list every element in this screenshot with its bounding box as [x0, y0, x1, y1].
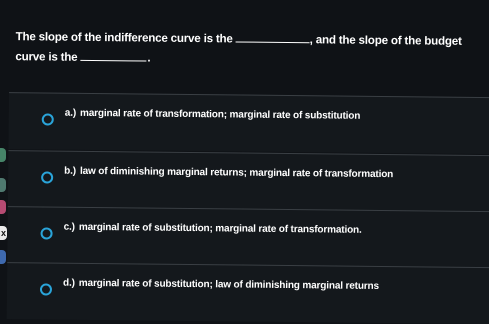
option-text: marginal rate of substitution; marginal rate of transformation. — [78, 221, 362, 236]
option-letter: c.) — [63, 221, 75, 233]
radio-button-icon[interactable] — [42, 113, 54, 125]
option-text: marginal rate of transformation; marginal rate of substitution — [79, 107, 361, 122]
dock-close-icon[interactable]: x — [0, 226, 7, 240]
answer-blank-2 — [80, 49, 146, 62]
dock-app-icon[interactable] — [0, 250, 6, 264]
dock-app-icon[interactable] — [0, 148, 6, 162]
option-letter: d.) — [62, 277, 75, 289]
radio-button-icon[interactable] — [40, 283, 52, 295]
answer-option-a[interactable] — [8, 92, 489, 154]
option-text: marginal rate of substitution; law of diminishing marginal returns — [78, 277, 380, 292]
radio-button-icon[interactable] — [41, 171, 53, 183]
radio-button-icon[interactable] — [40, 227, 52, 239]
option-text: law of diminishing marginal returns; marginal rate of transformation — [79, 165, 394, 181]
answer-option-b[interactable] — [8, 150, 489, 212]
answer-option-c[interactable] — [7, 206, 489, 268]
dock-app-icon[interactable] — [0, 178, 6, 192]
option-letter: a.) — [64, 107, 77, 119]
option-label — [63, 278, 379, 292]
option-label — [64, 166, 393, 180]
question-text — [15, 27, 475, 72]
option-letter: b.) — [64, 165, 77, 177]
answer-blank-1 — [236, 30, 310, 43]
question-part-1: The slope of the indifference curve is the — [15, 30, 233, 46]
option-label — [65, 108, 361, 122]
dock-app-icon[interactable] — [0, 200, 6, 214]
option-label — [64, 222, 362, 236]
question-part-2: , and the slope of the budget curve is the — [15, 33, 462, 64]
answer-option-d[interactable] — [7, 262, 489, 324]
question-part-3: . — [147, 51, 151, 65]
